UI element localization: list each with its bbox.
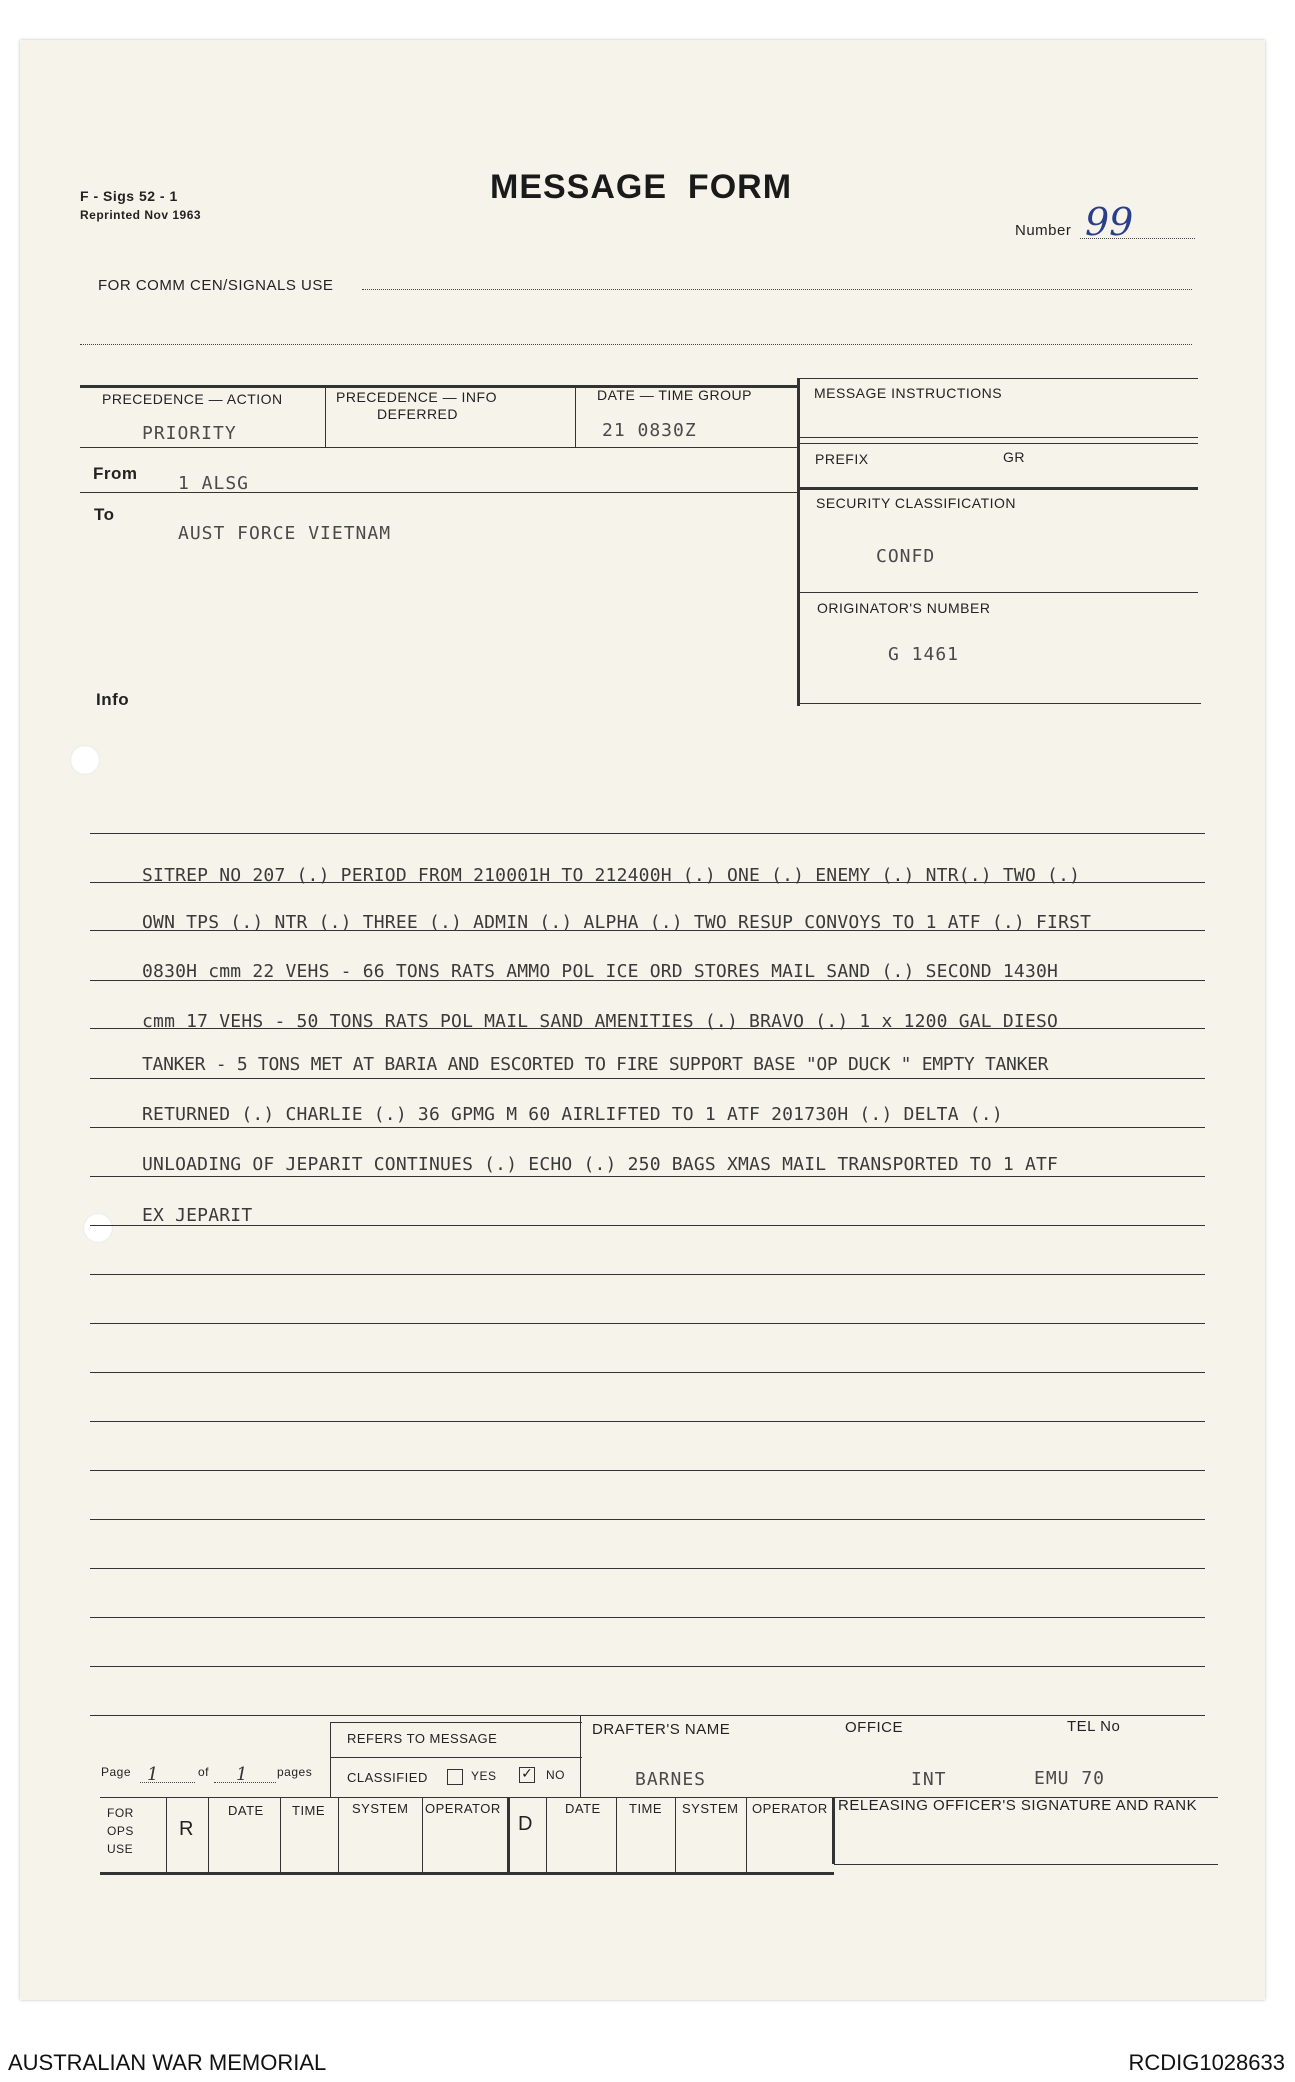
punch-hole-top bbox=[70, 745, 100, 775]
body-rule-8 bbox=[90, 1225, 1205, 1226]
ops-time-label-2: TIME bbox=[629, 1801, 663, 1816]
office-label: OFFICE bbox=[845, 1719, 903, 1736]
punch-hole-bottom bbox=[83, 1213, 113, 1243]
body-rule-7 bbox=[90, 1176, 1205, 1177]
body-line-8: EX JEPARIT bbox=[142, 1205, 253, 1226]
body-rule-17 bbox=[90, 1666, 1205, 1667]
of-label: of bbox=[198, 1765, 210, 1779]
precedence-action-label: PRECEDENCE — ACTION bbox=[102, 391, 283, 407]
ops-bottom-rule-left bbox=[100, 1872, 834, 1875]
to-value: AUST FORCE VIETNAM bbox=[178, 523, 392, 544]
body-line-7: UNLOADING OF JEPARIT CONTINUES (.) ECHO (.) 250 BAGS XMAS MAIL TRANSPORTED TO 1 ATF bbox=[142, 1154, 1059, 1175]
releasing-officer-label: RELEASING OFFICER'S SIGNATURE AND RANK bbox=[838, 1797, 1198, 1814]
originator-top-rule bbox=[798, 592, 1198, 593]
dtg-label: DATE — TIME GROUP bbox=[597, 387, 752, 403]
classified-no-label: NO bbox=[546, 1768, 565, 1782]
ops-d-label: D bbox=[518, 1813, 533, 1835]
info-label: Info bbox=[96, 690, 130, 709]
ops-col-1 bbox=[166, 1797, 167, 1872]
refers-mid-rule bbox=[330, 1757, 582, 1758]
ops-col-10 bbox=[746, 1797, 747, 1872]
ops-col-7 bbox=[546, 1797, 547, 1872]
security-classification-label: SECURITY CLASSIFICATION bbox=[816, 495, 1017, 511]
comm-cen-line-1 bbox=[362, 289, 1192, 290]
ops-r-label: R bbox=[179, 1818, 194, 1840]
comm-cen-line-2 bbox=[80, 344, 1192, 345]
of-value: 1 bbox=[236, 1764, 248, 1785]
ops-bottom-rule-right bbox=[834, 1864, 1218, 1865]
ops-system-label-2: SYSTEM bbox=[682, 1801, 739, 1816]
originator-bottom-rule bbox=[798, 703, 1201, 704]
body-rule-11 bbox=[90, 1372, 1205, 1373]
classified-label: CLASSIFIED bbox=[347, 1770, 428, 1785]
body-rule-12 bbox=[90, 1421, 1205, 1422]
body-rule-6 bbox=[90, 1127, 1205, 1128]
ops-col-5 bbox=[422, 1797, 423, 1872]
page-title: MESSAGE FORM bbox=[490, 168, 793, 206]
body-line-3: 0830H cmm 22 VEHS - 66 TONS RATS AMMO POL ICE ORD STORES MAIL SAND (.) SECOND 1430H bbox=[142, 961, 1059, 982]
body-line-4: cmm 17 VEHS - 50 TONS RATS POL MAIL SAND AMENITIES (.) BRAVO (.) 1 x 1200 GAL DIESO bbox=[142, 1011, 1059, 1032]
classified-yes-checkbox[interactable] bbox=[447, 1769, 463, 1785]
office-value: INT bbox=[911, 1769, 947, 1790]
ops-col-9 bbox=[675, 1797, 676, 1872]
instructions-rule-b bbox=[798, 443, 1198, 444]
ops-col-8 bbox=[616, 1797, 617, 1872]
page-label: Page bbox=[101, 1765, 132, 1779]
originator-number-label: ORIGINATOR'S NUMBER bbox=[817, 600, 991, 616]
ops-operator-label-2: OPERATOR bbox=[752, 1801, 828, 1816]
body-line-1: SITREP NO 207 (.) PERIOD FROM 210001H TO 212400H (.) ONE (.) ENEMY (.) NTR(.) TWO (.) bbox=[142, 865, 1081, 886]
ops-label-use: USE bbox=[107, 1842, 134, 1856]
body-rule-16 bbox=[90, 1617, 1205, 1618]
body-line-2: OWN TPS (.) NTR (.) THREE (.) ADMIN (.) ALPHA (.) TWO RESUP CONVOYS TO 1 ATF (.) FIRST bbox=[142, 912, 1092, 933]
archive-credit: AUSTRALIAN WAR MEMORIAL bbox=[8, 2050, 327, 2075]
number-label: Number bbox=[1015, 222, 1072, 239]
ops-label-ops: OPS bbox=[107, 1824, 134, 1838]
body-rule-14 bbox=[90, 1519, 1205, 1520]
dtg-value: 21 0830Z bbox=[602, 420, 697, 441]
body-rule-15 bbox=[90, 1568, 1205, 1569]
ops-col-2 bbox=[208, 1797, 209, 1872]
ops-operator-label-1: OPERATOR bbox=[425, 1801, 501, 1816]
precedence-deferred-label: DEFERRED bbox=[377, 406, 459, 422]
body-rule-13 bbox=[90, 1470, 1205, 1471]
bottom-divider-page bbox=[330, 1722, 331, 1798]
ops-label-for: FOR bbox=[107, 1806, 134, 1820]
refers-to-message-label: REFERS TO MESSAGE bbox=[347, 1731, 498, 1746]
ops-col-6 bbox=[507, 1797, 510, 1872]
prefix-label: PREFIX bbox=[815, 451, 869, 467]
security-classification-value: CONFD bbox=[876, 546, 936, 567]
precedence-action-value: PRIORITY bbox=[142, 423, 237, 444]
instructions-top-rule bbox=[798, 378, 1198, 379]
precedence-divider-1 bbox=[325, 385, 326, 447]
right-box-divider bbox=[797, 378, 800, 706]
ops-date-label-2: DATE bbox=[565, 1801, 601, 1816]
body-rule-5 bbox=[90, 1078, 1205, 1079]
body-rule-10 bbox=[90, 1323, 1205, 1324]
tel-no-value: EMU 70 bbox=[1034, 1768, 1106, 1789]
instructions-rule-a bbox=[798, 437, 1198, 438]
from-rule bbox=[80, 492, 798, 493]
ops-col-11 bbox=[832, 1797, 835, 1864]
tel-no-label: TEL No bbox=[1067, 1718, 1121, 1735]
from-value: 1 ALSG bbox=[178, 473, 250, 494]
ops-date-label-1: DATE bbox=[228, 1803, 264, 1818]
drafters-name-value: BARNES bbox=[635, 1769, 707, 1790]
body-rule-0 bbox=[90, 833, 1205, 834]
ops-time-label-1: TIME bbox=[292, 1803, 326, 1818]
precedence-info-label: PRECEDENCE — INFO bbox=[336, 389, 497, 405]
number-value: 99 bbox=[1085, 200, 1134, 244]
body-rule-18 bbox=[90, 1715, 1205, 1716]
from-label: From bbox=[93, 464, 138, 483]
pages-label: pages bbox=[277, 1765, 313, 1779]
originator-number-value: G 1461 bbox=[888, 644, 960, 665]
archive-id: RCDIG1028633 bbox=[1128, 2050, 1285, 2075]
gr-label: GR bbox=[1003, 449, 1025, 465]
form-id: F - Sigs 52 - 1 bbox=[80, 188, 178, 204]
of-value-line bbox=[214, 1782, 276, 1783]
body-rule-9 bbox=[90, 1274, 1205, 1275]
precedence-divider-2 bbox=[575, 385, 576, 447]
body-line-6: RETURNED (.) CHARLIE (.) 36 GPMG M 60 AIRLIFTED TO 1 ATF 201730H (.) DELTA (.) bbox=[142, 1104, 1003, 1125]
page-value-line bbox=[140, 1782, 195, 1783]
classified-yes-label: YES bbox=[471, 1769, 497, 1783]
reprinted-date: Reprinted Nov 1963 bbox=[80, 208, 202, 222]
to-label: To bbox=[94, 505, 115, 524]
page-value: 1 bbox=[147, 1764, 159, 1785]
ops-col-3 bbox=[280, 1797, 281, 1872]
classified-no-checkbox[interactable]: ✓ bbox=[519, 1767, 535, 1783]
drafters-name-label: DRAFTER'S NAME bbox=[592, 1721, 731, 1738]
comm-cen-label: FOR COMM CEN/SIGNALS USE bbox=[98, 277, 334, 294]
precedence-bottom-rule bbox=[80, 447, 798, 448]
message-instructions-label: MESSAGE INSTRUCTIONS bbox=[814, 385, 1003, 401]
ops-col-4 bbox=[338, 1797, 339, 1872]
ops-system-label-1: SYSTEM bbox=[352, 1801, 409, 1816]
bottom-top-rule bbox=[330, 1722, 582, 1723]
security-top-rule bbox=[798, 487, 1198, 490]
body-line-5: TANKER - 5 TONS MET AT BARIA AND ESCORTED TO FIRE SUPPORT BASE "OP DUCK " EMPTY TANKER bbox=[142, 1054, 1049, 1075]
